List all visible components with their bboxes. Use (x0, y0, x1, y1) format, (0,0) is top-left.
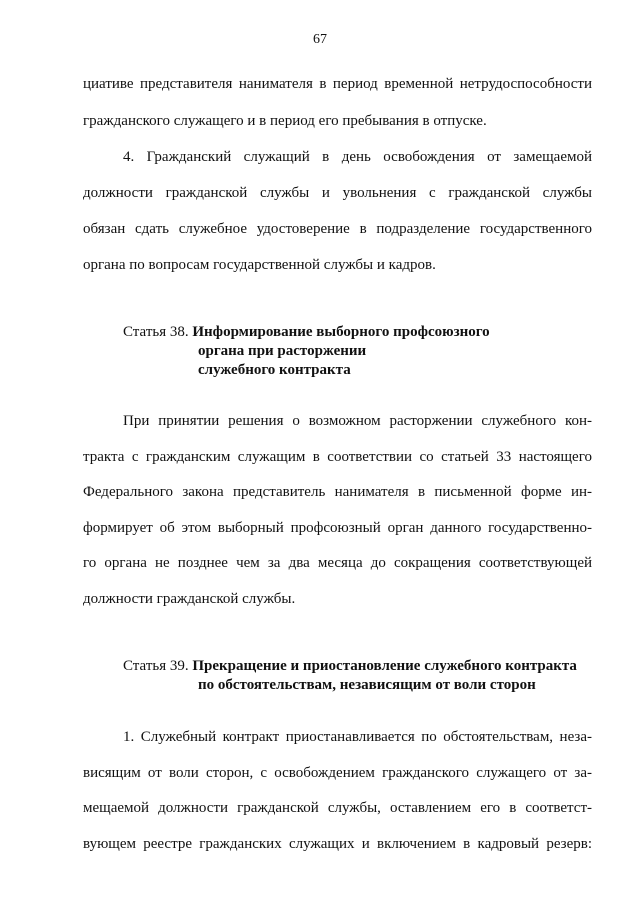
paragraph-2-line-2: должности гражданской службы и увольнения с гражданской службы (83, 185, 592, 201)
paragraph-2-line-4: органа по вопросам государственной службы и кадров. (83, 257, 436, 273)
paragraph-3-line-2: тракта с гражданским служащим в соответствии со статьей 33 настоящего (83, 449, 592, 465)
paragraph-4-line-2: висящим от воли сторон, с освобождением гражданского служащего от за- (83, 765, 592, 781)
paragraph-3-line-3: Федерального закона представитель нанимателя в письменной форме ин- (83, 484, 592, 500)
paragraph-2-line-3: обязан сдать служебное удостоверение в подразделение государственного (83, 221, 592, 237)
article-39-title-line-2: по обстоятельствам, независящим от воли сторон (198, 677, 536, 693)
article-38-title-line-1: Информирование выборного профсоюзного (192, 324, 490, 340)
article-39-prefix: Статья 39. (123, 658, 193, 674)
article-38-prefix: Статья 38. (123, 324, 193, 340)
paragraph-4-line-3: мещаемой должности гражданской службы, оставлением его в соответст- (83, 800, 592, 816)
paragraph-3-line-1: При принятии решения о возможном расторжении служебного кон- (123, 413, 592, 429)
paragraph-1-line-1: циативе представителя нанимателя в период временной нетрудоспособности (83, 76, 592, 92)
paragraph-3-line-4: формирует об этом выборный профсоюзный орган данного государственно- (83, 520, 592, 536)
article-39-title-line-1: Прекращение и приостановление служебного контракта (192, 658, 577, 674)
article-38-title-line-3: служебного контракта (198, 362, 351, 378)
paragraph-4-line-1: 1. Служебный контракт приостанавливается по обстоятельствам, неза- (123, 729, 592, 745)
article-38-title-line-2: органа при расторжении (198, 343, 367, 359)
page-number: 67 (313, 32, 327, 47)
paragraph-1-line-2: гражданского служащего и в период его пребывания в отпуске. (83, 113, 487, 129)
paragraph-4-line-4: вующем реестре гражданских служащих и включением в кадровый резерв: (83, 836, 592, 852)
paragraph-3-line-6: должности гражданской службы. (83, 591, 296, 607)
paragraph-3-line-5: го органа не позднее чем за два месяца до сокращения соответствующей (83, 555, 592, 571)
paragraph-2-line-1: 4. Гражданский служащий в день освобождения от замещаемой (123, 149, 592, 165)
